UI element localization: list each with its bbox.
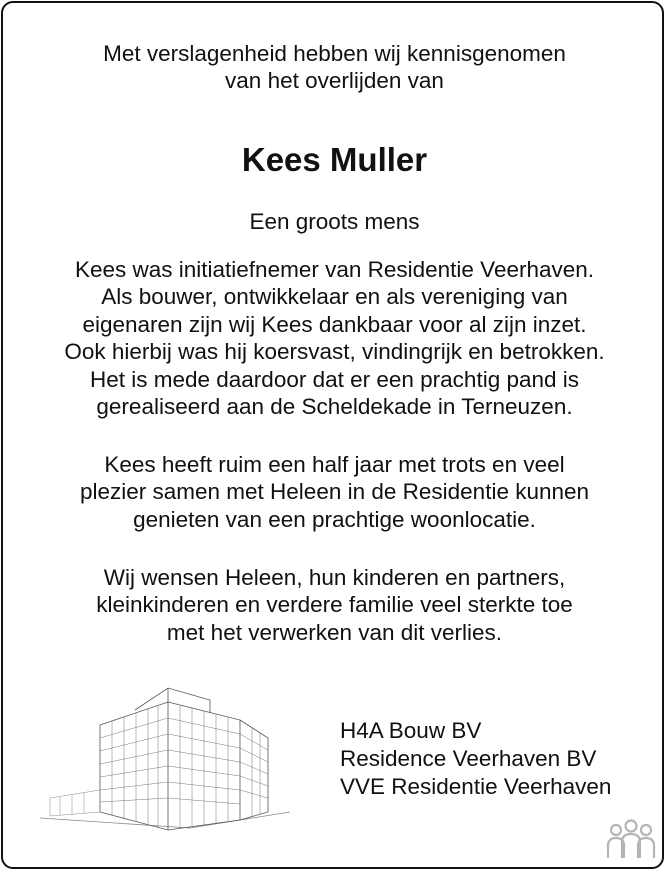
intro-line: van het overlijden van <box>225 68 444 93</box>
family-people-icon <box>605 818 657 860</box>
paragraph-3 <box>0 564 669 646</box>
subtitle: Een groots mens <box>249 209 420 234</box>
paragraph-line: eigenaren zijn wij Kees dankbaar voor al zijn inzet. <box>82 311 587 337</box>
senders-list <box>340 717 611 801</box>
paragraph-line: met het verwerken van dit verlies. <box>166 619 503 645</box>
paragraph-line: Kees was initiatiefnemer van Residentie Veerhaven. <box>74 257 595 282</box>
paragraph-line: Als bouwer, ontwikkelaar en als vereniging van <box>101 284 568 310</box>
paragraph-2 <box>0 451 669 533</box>
paragraph-line: kleinkinderen en verdere familie veel sterkte toe <box>96 592 573 618</box>
sender-name: H4A Bouw BV <box>340 718 482 743</box>
intro-text <box>0 40 669 94</box>
paragraph-line: plezier samen met Heleen in de Residentie kunnen <box>79 479 590 505</box>
paragraph-line: gerealiseerd aan de Scheldekade in Terneuzen. <box>96 394 573 420</box>
paragraph-line: Wij wensen Heleen, hun kinderen en partners, <box>103 565 566 590</box>
paragraph-1 <box>0 256 669 420</box>
intro-line: Met verslagenheid hebben wij kennisgenomen <box>103 41 566 66</box>
sender-name: Residence Veerhaven BV <box>340 746 597 771</box>
building-sketch-icon <box>40 680 300 840</box>
paragraph-line: Ook hierbij was hij koersvast, vindingrijk en betrokken. <box>64 339 605 365</box>
paragraph-line: Kees heeft ruim een half jaar met trots en veel <box>104 452 565 477</box>
paragraph-line: Het is mede daardoor dat er een prachtig pand is <box>89 366 580 392</box>
sender-name: VVE Residentie Veerhaven <box>340 774 612 799</box>
deceased-name: Kees Muller <box>241 141 428 178</box>
paragraph-line: genieten van een prachtige woonlocatie. <box>133 506 536 532</box>
